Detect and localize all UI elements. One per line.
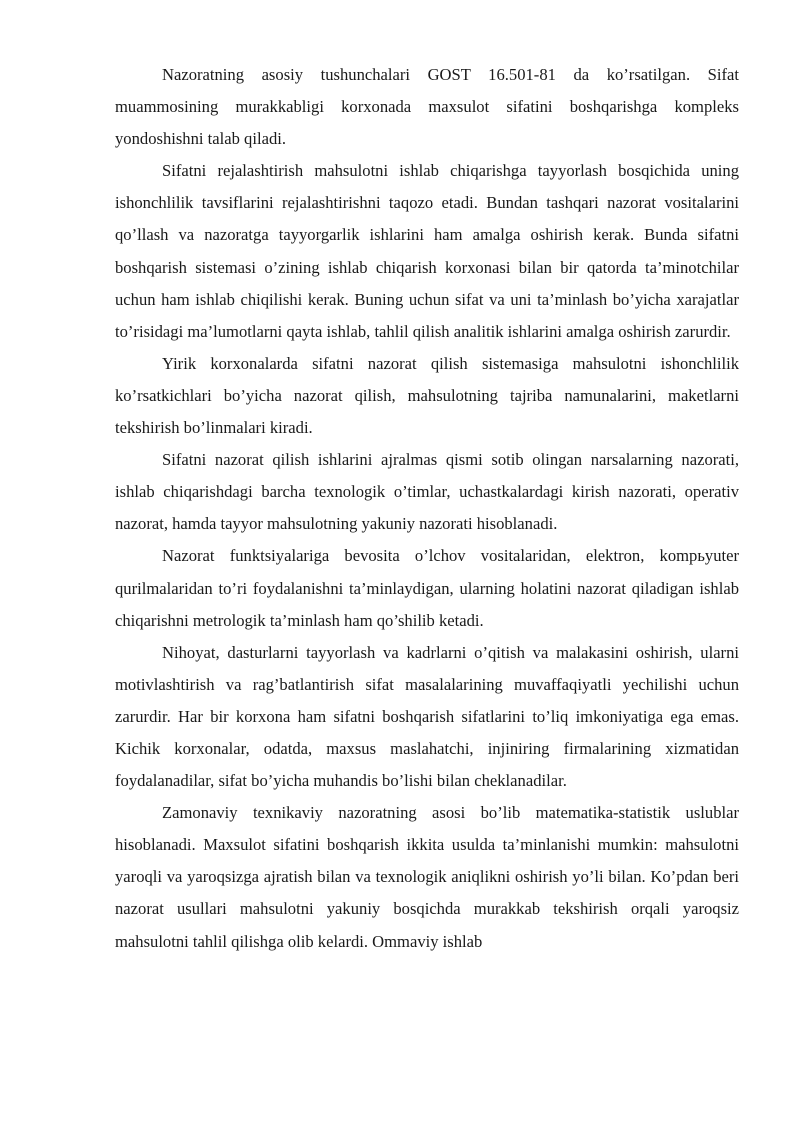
paragraph-2: Sifatni rejalashtirish mahsulotni ishlab chiqarishga tayyorlash bosqichida uning ishonchlilik tavsiflarini rejalashtirishni taqozo etadi. Bundan tashqari nazorat vositalarini qo’llash va nazoratga tayyorgarlik ishlarini ham amalga oshirish kerak. Bunda sifatni boshqarish sistemasi o’zining ishlab chiqarish korxonasi bilan bir qatorda ta’minotchilar uchun ham ishlab chiqilishi kerak. Buning uchun sifat va uni ta’minlash bo’yicha xarajatlar to’risidagi ma’lumotlarni qayta ishlab, tahlil qilish analitik ishlarini amalga oshirish zarurdir.	[115, 161, 739, 341]
paragraph-5: Nazorat funktsiyalariga bevosita o’lchov vositalaridan, elektron, kompьyuter qurilmalaridan to’ri foydalanishni ta’minlaydigan, ularning holatini nazorat qiladigan ishlab chiqarishni metrologik ta’minlash ham qo’shilib ketadi.	[115, 546, 739, 630]
paragraph-3: Yirik korxonalarda sifatni nazorat qilish sistemasiga mahsulotni ishonchlilik ko’rsatkichlari bo’yicha nazorat qilish, mahsulotning tajriba namunalarini, maketlarni tekshirish bo’linmalari kiradi.	[115, 353, 739, 438]
paragraph-4: Sifatni nazorat qilish ishlarini ajralmas qismi sotib olingan narsalarning nazorati, ishlab chiqarishdagi barcha texnologik o’timlar, uchastkalardagi kirish nazorati, operativ nazorat, hamda tayyor mahsulotning yakuniy nazorati hisoblanadi.	[115, 450, 739, 534]
paragraph-7: Zamonaviy texnikaviy nazoratning asosi bo’lib matematika-statistik uslublar hisoblanadi. Maxsulot sifatini boshqarish ikkita usulda ta’minlanishi mumkin: mahsulotni yaroqli va yaroqsizga ajratish bilan va texnologik aniqlikni oshirish yo’li bilan. Ko’pdan beri nazorat usullari mahsulotni yakuniy bosqichda murakkab tekshirish orqali yaroqsiz mahsulotni tahlil qilishga olib kelardi. Ommaviy ishlab	[115, 803, 739, 951]
paragraph-1: Nazoratning asosiy tushunchalari GOST 16.501-81 da ko’rsatilgan. Sifat muammosining murakkabligi korxonada maxsulot sifatini boshqarishga kompleks yondoshishni talab qiladi.	[115, 65, 739, 149]
paragraph-6: Nihoyat, dasturlarni tayyorlash va kadrlarni o’qitish va malakasini oshirish, ularni motivlashtirish va rag’batlantirish sifat masalalarining muvaffaqiyatli yechilishi uchun zarurdir. Har bir korxona ham sifatni boshqarish sifatlarini to’liq imkoniyatiga ega emas. Kichik korxonalar, odatda, maxsus maslahatchi, injiniring firmalarining xizmatidan foydalanadilar, sifat bo’yicha muhandis bo’lishi bilan cheklanadilar.	[115, 642, 739, 791]
